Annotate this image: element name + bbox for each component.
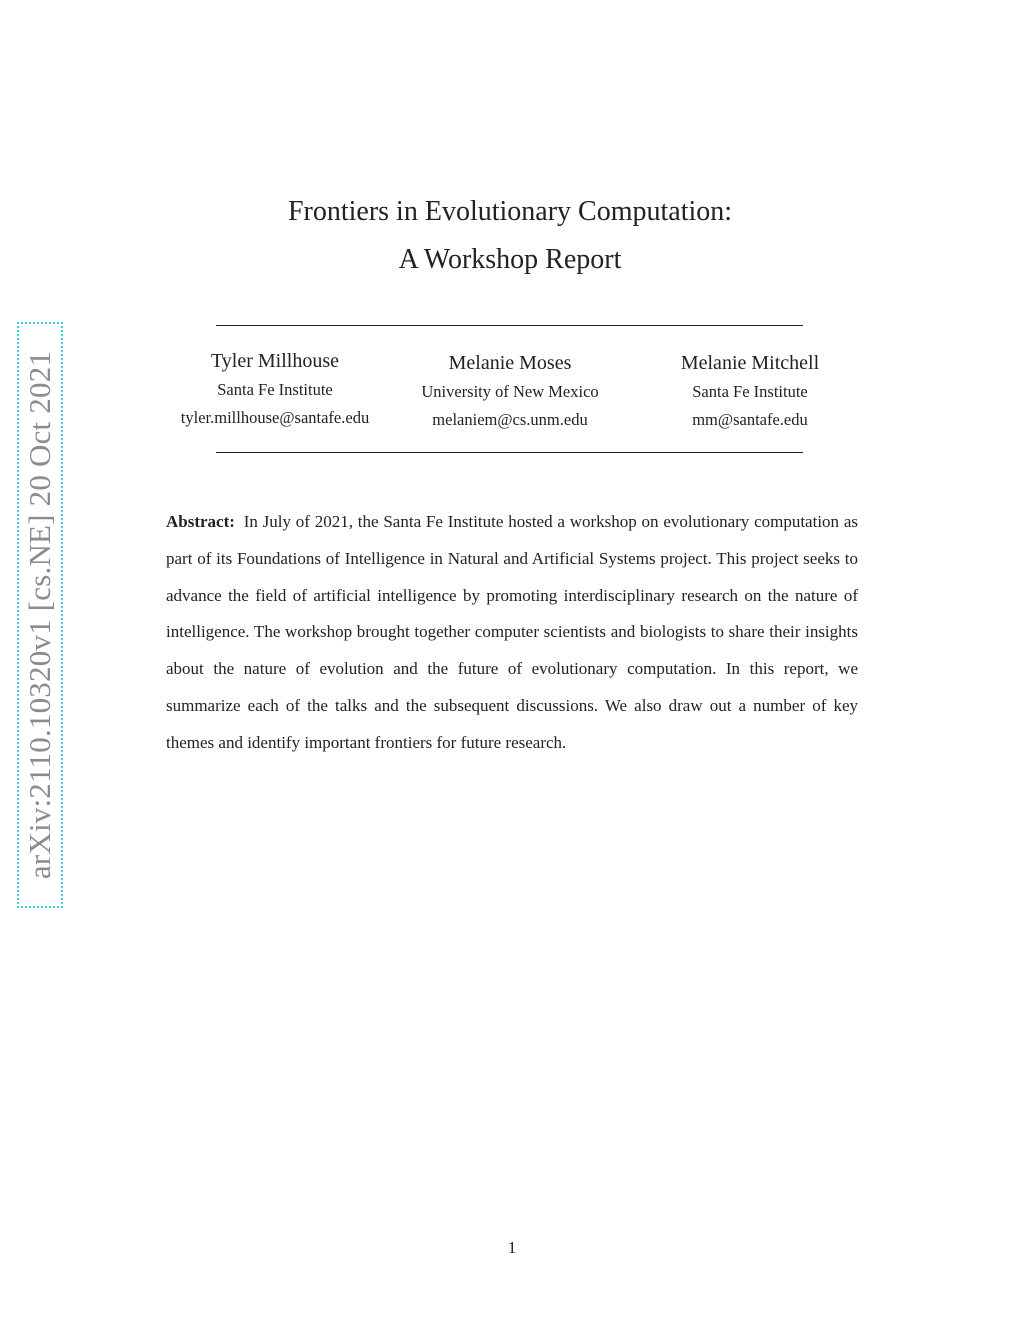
paper-title — [160, 188, 860, 284]
page-number: 1 — [507, 1238, 517, 1257]
author-affiliation: Santa Fe Institute — [217, 380, 333, 399]
author-affiliation: Santa Fe Institute — [692, 382, 808, 401]
author-name: Melanie Moses — [448, 352, 572, 374]
abstract-label: Abstract: — [166, 512, 235, 531]
author-list — [150, 346, 880, 436]
abstract-paragraph — [166, 504, 858, 762]
author-block — [625, 348, 875, 434]
arxiv-stamp — [17, 322, 63, 908]
author-name: Melanie Mitchell — [680, 352, 820, 374]
abstract-text: In July of 2021, the Santa Fe Institute hosted a workshop on evolutionary computation as part of its Foundations of Intelligence in Natural and Artificial Systems project. This project seeks to advance the field of artificial intelligence by promoting interdisciplinary research on the nature of intelligence. The workshop brought together computer scientists and biologists to share their insights about the nature of evolution and the future of evolutionary computation. In this report, we summarize each of the talks and the subsequent discussions. We also draw out a number of key themes and identify important frontiers for future research. — [166, 512, 858, 752]
author-name: Tyler Millhouse — [210, 350, 340, 372]
author-affiliation: University of New Mexico — [421, 382, 599, 401]
author-email: melaniem@cs.unm.edu — [432, 410, 588, 429]
author-email: tyler.millhouse@santafe.edu — [180, 408, 370, 427]
bottom-rule-divider — [216, 452, 803, 453]
author-block — [150, 346, 400, 432]
author-block — [385, 348, 635, 434]
title-line-1: Frontiers in Evolutionary Computation: — [287, 196, 733, 227]
title-line-2: A Workshop Report — [398, 244, 622, 275]
author-email: mm@santafe.edu — [692, 410, 808, 429]
arxiv-stamp-text: arXiv:2110.10320v1 [cs.NE] 20 Oct 2021 — [22, 350, 57, 880]
top-rule-divider — [216, 325, 803, 326]
